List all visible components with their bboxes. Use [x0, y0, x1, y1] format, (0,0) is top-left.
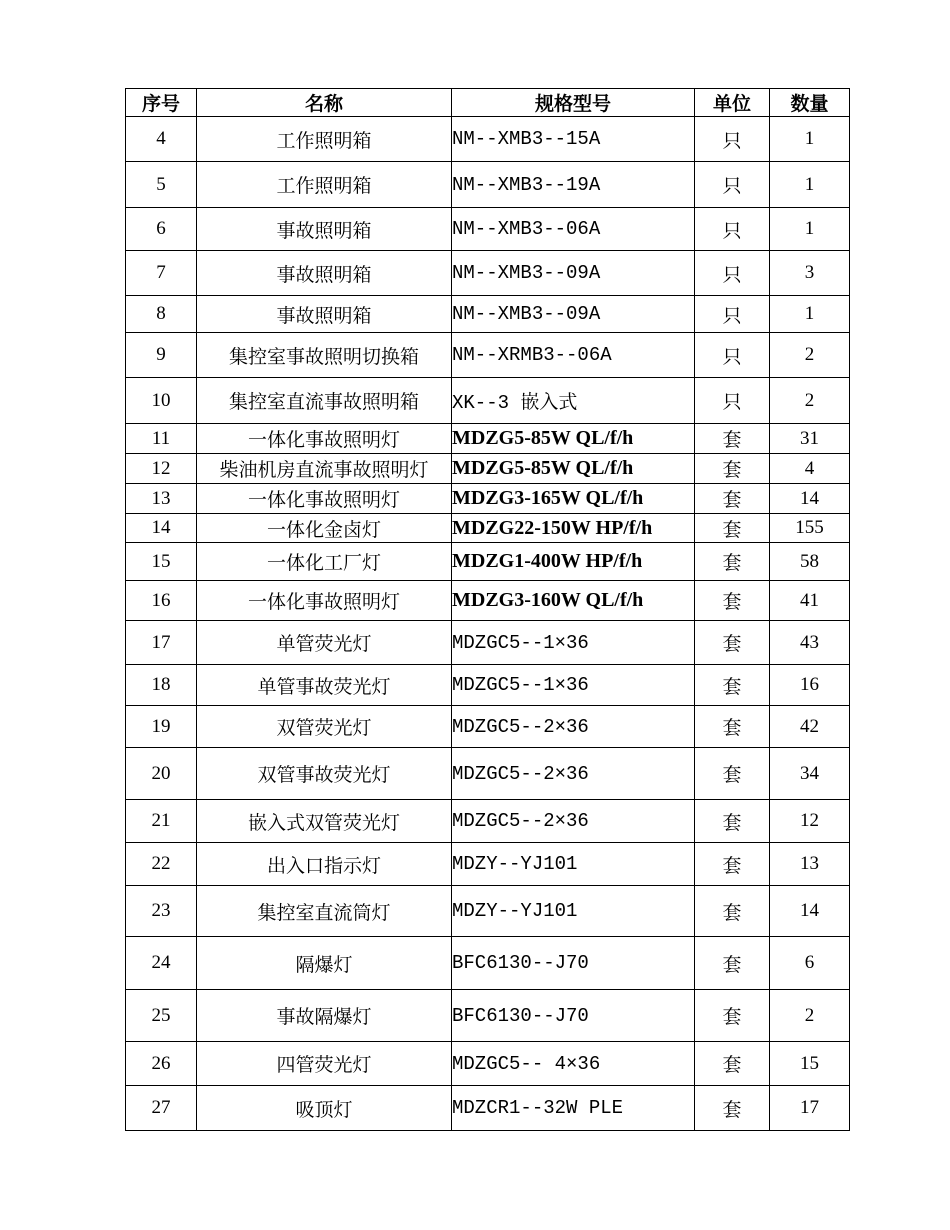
- cell-spec: NM--XMB3--19A: [452, 162, 695, 208]
- cell-qty: 14: [770, 484, 850, 514]
- cell-unit: 套: [695, 665, 770, 706]
- cell-qty: 31: [770, 424, 850, 454]
- cell-name: 工作照明箱: [197, 162, 452, 208]
- cell-name: 出入口指示灯: [197, 843, 452, 886]
- cell-unit: 套: [695, 843, 770, 886]
- cell-unit: 套: [695, 1042, 770, 1086]
- cell-no: 6: [126, 208, 197, 251]
- cell-no: 20: [126, 748, 197, 800]
- cell-name: 柴油机房直流事故照明灯: [197, 454, 452, 484]
- table-row: [126, 296, 850, 333]
- cell-name: 一体化事故照明灯: [197, 581, 452, 621]
- cell-spec: MDZG5-85W QL/f/h: [452, 424, 695, 454]
- cell-unit: 套: [695, 800, 770, 843]
- cell-spec: MDZY--YJ101: [452, 843, 695, 886]
- cell-qty: 41: [770, 581, 850, 621]
- cell-no: 8: [126, 296, 197, 333]
- cell-unit: 套: [695, 454, 770, 484]
- header-unit: 单位: [695, 89, 770, 117]
- cell-name: 一体化事故照明灯: [197, 424, 452, 454]
- cell-spec: NM--XMB3--15A: [452, 117, 695, 162]
- cell-no: 23: [126, 886, 197, 937]
- equipment-table: [125, 88, 850, 1131]
- cell-no: 5: [126, 162, 197, 208]
- cell-name: 事故照明箱: [197, 251, 452, 296]
- cell-qty: 4: [770, 454, 850, 484]
- table-row: [126, 162, 850, 208]
- cell-unit: 只: [695, 296, 770, 333]
- cell-qty: 14: [770, 886, 850, 937]
- cell-name: 单管事故荧光灯: [197, 665, 452, 706]
- cell-spec: BFC6130--J70: [452, 990, 695, 1042]
- cell-no: 18: [126, 665, 197, 706]
- cell-no: 7: [126, 251, 197, 296]
- table-row: [126, 886, 850, 937]
- cell-no: 24: [126, 937, 197, 990]
- cell-unit: 套: [695, 706, 770, 748]
- cell-spec: MDZG3-165W QL/f/h: [452, 484, 695, 514]
- cell-spec: NM--XMB3--09A: [452, 296, 695, 333]
- cell-qty: 1: [770, 162, 850, 208]
- cell-unit: 套: [695, 990, 770, 1042]
- table-row: [126, 800, 850, 843]
- cell-qty: 1: [770, 208, 850, 251]
- cell-qty: 12: [770, 800, 850, 843]
- table-row: [126, 333, 850, 378]
- table-row: [126, 748, 850, 800]
- cell-spec: MDZGC5--2×36: [452, 748, 695, 800]
- cell-name: 一体化工厂灯: [197, 543, 452, 581]
- cell-unit: 套: [695, 424, 770, 454]
- cell-unit: 套: [695, 484, 770, 514]
- cell-no: 26: [126, 1042, 197, 1086]
- cell-no: 19: [126, 706, 197, 748]
- cell-unit: 只: [695, 208, 770, 251]
- table-row: [126, 990, 850, 1042]
- cell-unit: 只: [695, 333, 770, 378]
- header-qty: 数量: [770, 89, 850, 117]
- equipment-table-container: [125, 88, 849, 1131]
- cell-spec: MDZCR1--32W PLE: [452, 1086, 695, 1131]
- table-row: [126, 843, 850, 886]
- cell-name: 集控室直流事故照明箱: [197, 378, 452, 424]
- cell-unit: 套: [695, 581, 770, 621]
- cell-name: 事故照明箱: [197, 208, 452, 251]
- cell-name: 嵌入式双管荧光灯: [197, 800, 452, 843]
- cell-spec: MDZG3-160W QL/f/h: [452, 581, 695, 621]
- table-row: [126, 543, 850, 581]
- cell-qty: 42: [770, 706, 850, 748]
- cell-qty: 2: [770, 378, 850, 424]
- cell-qty: 155: [770, 514, 850, 543]
- table-body: [126, 117, 850, 1131]
- cell-name: 双管事故荧光灯: [197, 748, 452, 800]
- cell-qty: 2: [770, 333, 850, 378]
- cell-spec: MDZGC5--1×36: [452, 665, 695, 706]
- cell-spec: MDZY--YJ101: [452, 886, 695, 937]
- header-no: 序号: [126, 89, 197, 117]
- cell-unit: 只: [695, 117, 770, 162]
- table-row: [126, 665, 850, 706]
- cell-name: 单管荧光灯: [197, 621, 452, 665]
- header-spec: 规格型号: [452, 89, 695, 117]
- cell-qty: 2: [770, 990, 850, 1042]
- cell-spec: BFC6130--J70: [452, 937, 695, 990]
- cell-no: 13: [126, 484, 197, 514]
- table-row: [126, 208, 850, 251]
- cell-qty: 13: [770, 843, 850, 886]
- cell-spec: MDZG22-150W HP/f/h: [452, 514, 695, 543]
- cell-name: 隔爆灯: [197, 937, 452, 990]
- cell-no: 10: [126, 378, 197, 424]
- cell-name: 四管荧光灯: [197, 1042, 452, 1086]
- cell-unit: 只: [695, 162, 770, 208]
- table-row: [126, 706, 850, 748]
- cell-qty: 16: [770, 665, 850, 706]
- table-row: [126, 1042, 850, 1086]
- cell-qty: 3: [770, 251, 850, 296]
- cell-spec: MDZGC5--1×36: [452, 621, 695, 665]
- cell-spec: MDZGC5--2×36: [452, 706, 695, 748]
- cell-spec: MDZG1-400W HP/f/h: [452, 543, 695, 581]
- cell-spec: NM--XMB3--06A: [452, 208, 695, 251]
- cell-unit: 套: [695, 886, 770, 937]
- cell-no: 11: [126, 424, 197, 454]
- table-row: [126, 378, 850, 424]
- table-row: [126, 117, 850, 162]
- cell-name: 集控室事故照明切换箱: [197, 333, 452, 378]
- cell-no: 14: [126, 514, 197, 543]
- cell-qty: 34: [770, 748, 850, 800]
- cell-spec: MDZGC5--2×36: [452, 800, 695, 843]
- cell-spec: MDZGC5-- 4×36: [452, 1042, 695, 1086]
- table-row: [126, 581, 850, 621]
- cell-name: 吸顶灯: [197, 1086, 452, 1131]
- cell-name: 集控室直流筒灯: [197, 886, 452, 937]
- cell-name: 一体化金卤灯: [197, 514, 452, 543]
- cell-no: 16: [126, 581, 197, 621]
- cell-unit: 套: [695, 937, 770, 990]
- table-row: [126, 1086, 850, 1131]
- table-row: [126, 514, 850, 543]
- cell-spec: MDZG5-85W QL/f/h: [452, 454, 695, 484]
- cell-spec: NM--XRMB3--06A: [452, 333, 695, 378]
- cell-unit: 套: [695, 514, 770, 543]
- cell-qty: 17: [770, 1086, 850, 1131]
- cell-name: 事故照明箱: [197, 296, 452, 333]
- cell-no: 15: [126, 543, 197, 581]
- cell-no: 27: [126, 1086, 197, 1131]
- table-row: [126, 454, 850, 484]
- cell-qty: 58: [770, 543, 850, 581]
- cell-unit: 只: [695, 251, 770, 296]
- cell-unit: 套: [695, 1086, 770, 1131]
- table-row: [126, 484, 850, 514]
- cell-no: 17: [126, 621, 197, 665]
- table-row: [126, 424, 850, 454]
- cell-name: 一体化事故照明灯: [197, 484, 452, 514]
- cell-qty: 1: [770, 117, 850, 162]
- cell-unit: 套: [695, 748, 770, 800]
- cell-no: 21: [126, 800, 197, 843]
- cell-spec: NM--XMB3--09A: [452, 251, 695, 296]
- cell-no: 4: [126, 117, 197, 162]
- table-row: [126, 621, 850, 665]
- table-row: [126, 937, 850, 990]
- cell-no: 22: [126, 843, 197, 886]
- table-row: [126, 251, 850, 296]
- cell-no: 9: [126, 333, 197, 378]
- cell-unit: 套: [695, 543, 770, 581]
- cell-unit: 只: [695, 378, 770, 424]
- cell-name: 工作照明箱: [197, 117, 452, 162]
- cell-unit: 套: [695, 621, 770, 665]
- header-name: 名称: [197, 89, 452, 117]
- cell-qty: 6: [770, 937, 850, 990]
- cell-qty: 15: [770, 1042, 850, 1086]
- cell-no: 12: [126, 454, 197, 484]
- cell-name: 双管荧光灯: [197, 706, 452, 748]
- cell-qty: 43: [770, 621, 850, 665]
- cell-spec: XK--3 嵌入式: [452, 378, 695, 424]
- cell-qty: 1: [770, 296, 850, 333]
- cell-name: 事故隔爆灯: [197, 990, 452, 1042]
- table-header-row: [126, 89, 850, 117]
- cell-no: 25: [126, 990, 197, 1042]
